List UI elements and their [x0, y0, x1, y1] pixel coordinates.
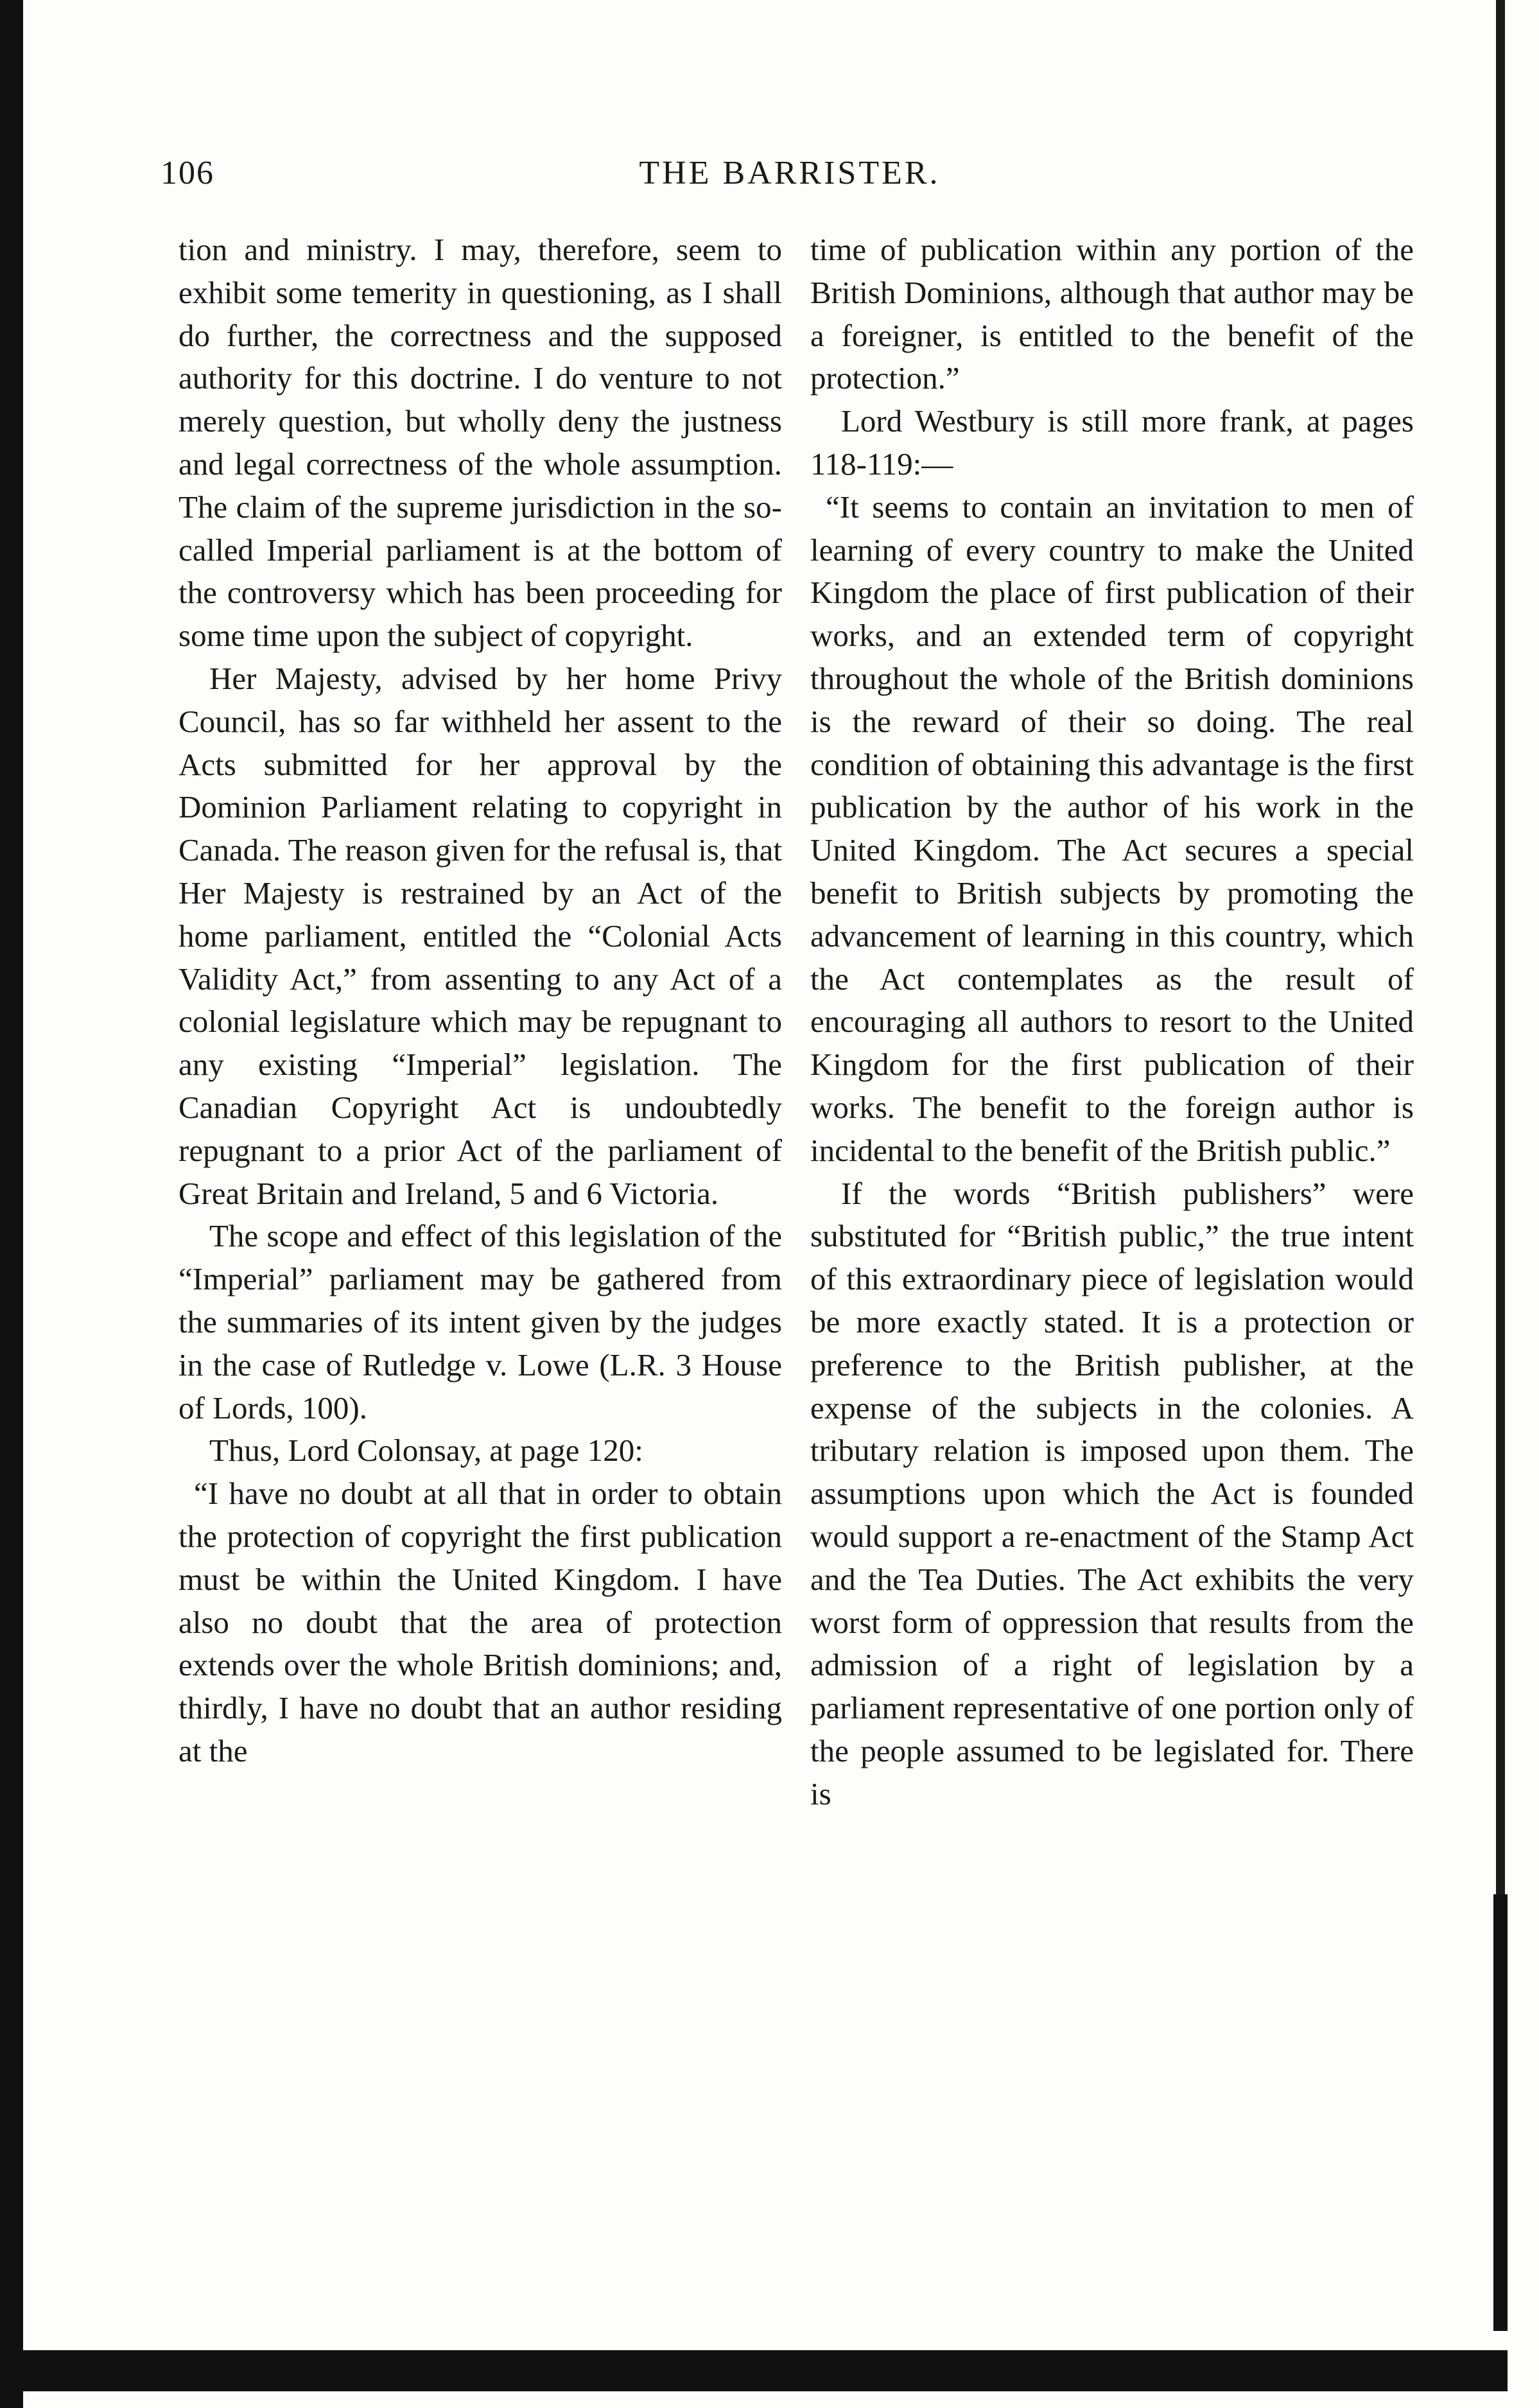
paragraph: Thus, Lord Colonsay, at page 120: — [209, 1433, 643, 1469]
paragraph: Her Majesty, advised by her home Privy Council, has so far withheld her assent to the Acts submitted for her approval by the Dominion Parliament relating to copyright in Canada. The reason given for the refusal is, that Her Majesty is restrained by an Act of the home parliament, entitled the “Colonial Acts Validity Act,” from assenting to any Act of a colonial legislature which may be repugnant to any existing “Imperial” legislation. The Canadian Copyright Act is undoubtedly repugnant to a prior Act of the parliament of Great Britain and Ireland, 5 and 6 Victoria. — [178, 660, 782, 1211]
running-title: THE BARRISTER. — [639, 155, 941, 191]
right-column — [810, 229, 1414, 1815]
paragraph: If the words “British publishers” were substituted for “British public,” the true intent of this extraordinary piece of legislation would be more exactly stated. It is a protection or preference to the British publisher, at the expense of the subjects in the colonies. A tributary relation is imposed upon them. The assumptions upon which the Act is founded would support a re-enactment of the Stamp Act and the Tea Duties. The Act exhibits the very worst form of oppression that results from the admission of a right of legislation by a parliament representative of one portion only of the people assumed to be legislated for. There is — [810, 1175, 1414, 1811]
scan-edge-right-thick — [1493, 1894, 1508, 2331]
scan-edge-bottom — [0, 2350, 1508, 2391]
page-header — [161, 154, 1419, 205]
left-column — [178, 229, 782, 1773]
quotation-paragraph: “It seems to contain an invitation to men of learning of every country to make the United Kingdom the place of first publication of their works, and an extended term of copyright throughout the whole of the British dominions is the reward of their so doing. The real condition of obtaining this advantage is the first publication by the author of his work in the United Kingdom. The Act secures a special benefit to British subjects by promoting the advancement of learning in this country, which the Act contemplates as the result of encouraging all authors to resort to the United Kingdom for the first publication of their works. The benefit to the foreign author is incidental to the benefit of the British public.” — [810, 489, 1414, 1168]
paragraph: Lord Westbury is still more frank, at pages 118-119:— — [810, 403, 1414, 482]
quotation-paragraph: “I have no doubt at all that in order to obtain the protection of copyright the first publication must be within the United Kingdom. I have also no doubt that the area of protection extends over the whole British dominions; and, thirdly, I have no doubt that an author residing at the — [178, 1476, 782, 1768]
scan-edge-left — [0, 0, 23, 2408]
paragraph: time of publication within any portion of the British Dominions, although that author may be a foreigner, is entitled to the benefit of the protection.” — [810, 232, 1414, 396]
paragraph: tion and ministry. I may, therefore, seem to exhibit some temerity in questioning, as I shall do further, the correctness and the supposed authority for this doctrine. I do venture to not merely question, but wholly deny the justness and legal correctness of the whole assumption. The claim of the supreme jurisdiction in the so-called Imperial parliament is at the bottom of the controversy which has been proceeding for some time upon the subject of copyright. — [178, 232, 782, 654]
paragraph: The scope and effect of this legislation of the “Imperial” parliament may be gathered from the summaries of its intent given by the judges in the case of Rutledge v. Lowe (L.R. 3 House of Lords, 100). — [178, 1218, 782, 1426]
page-number: 106 — [161, 155, 214, 191]
